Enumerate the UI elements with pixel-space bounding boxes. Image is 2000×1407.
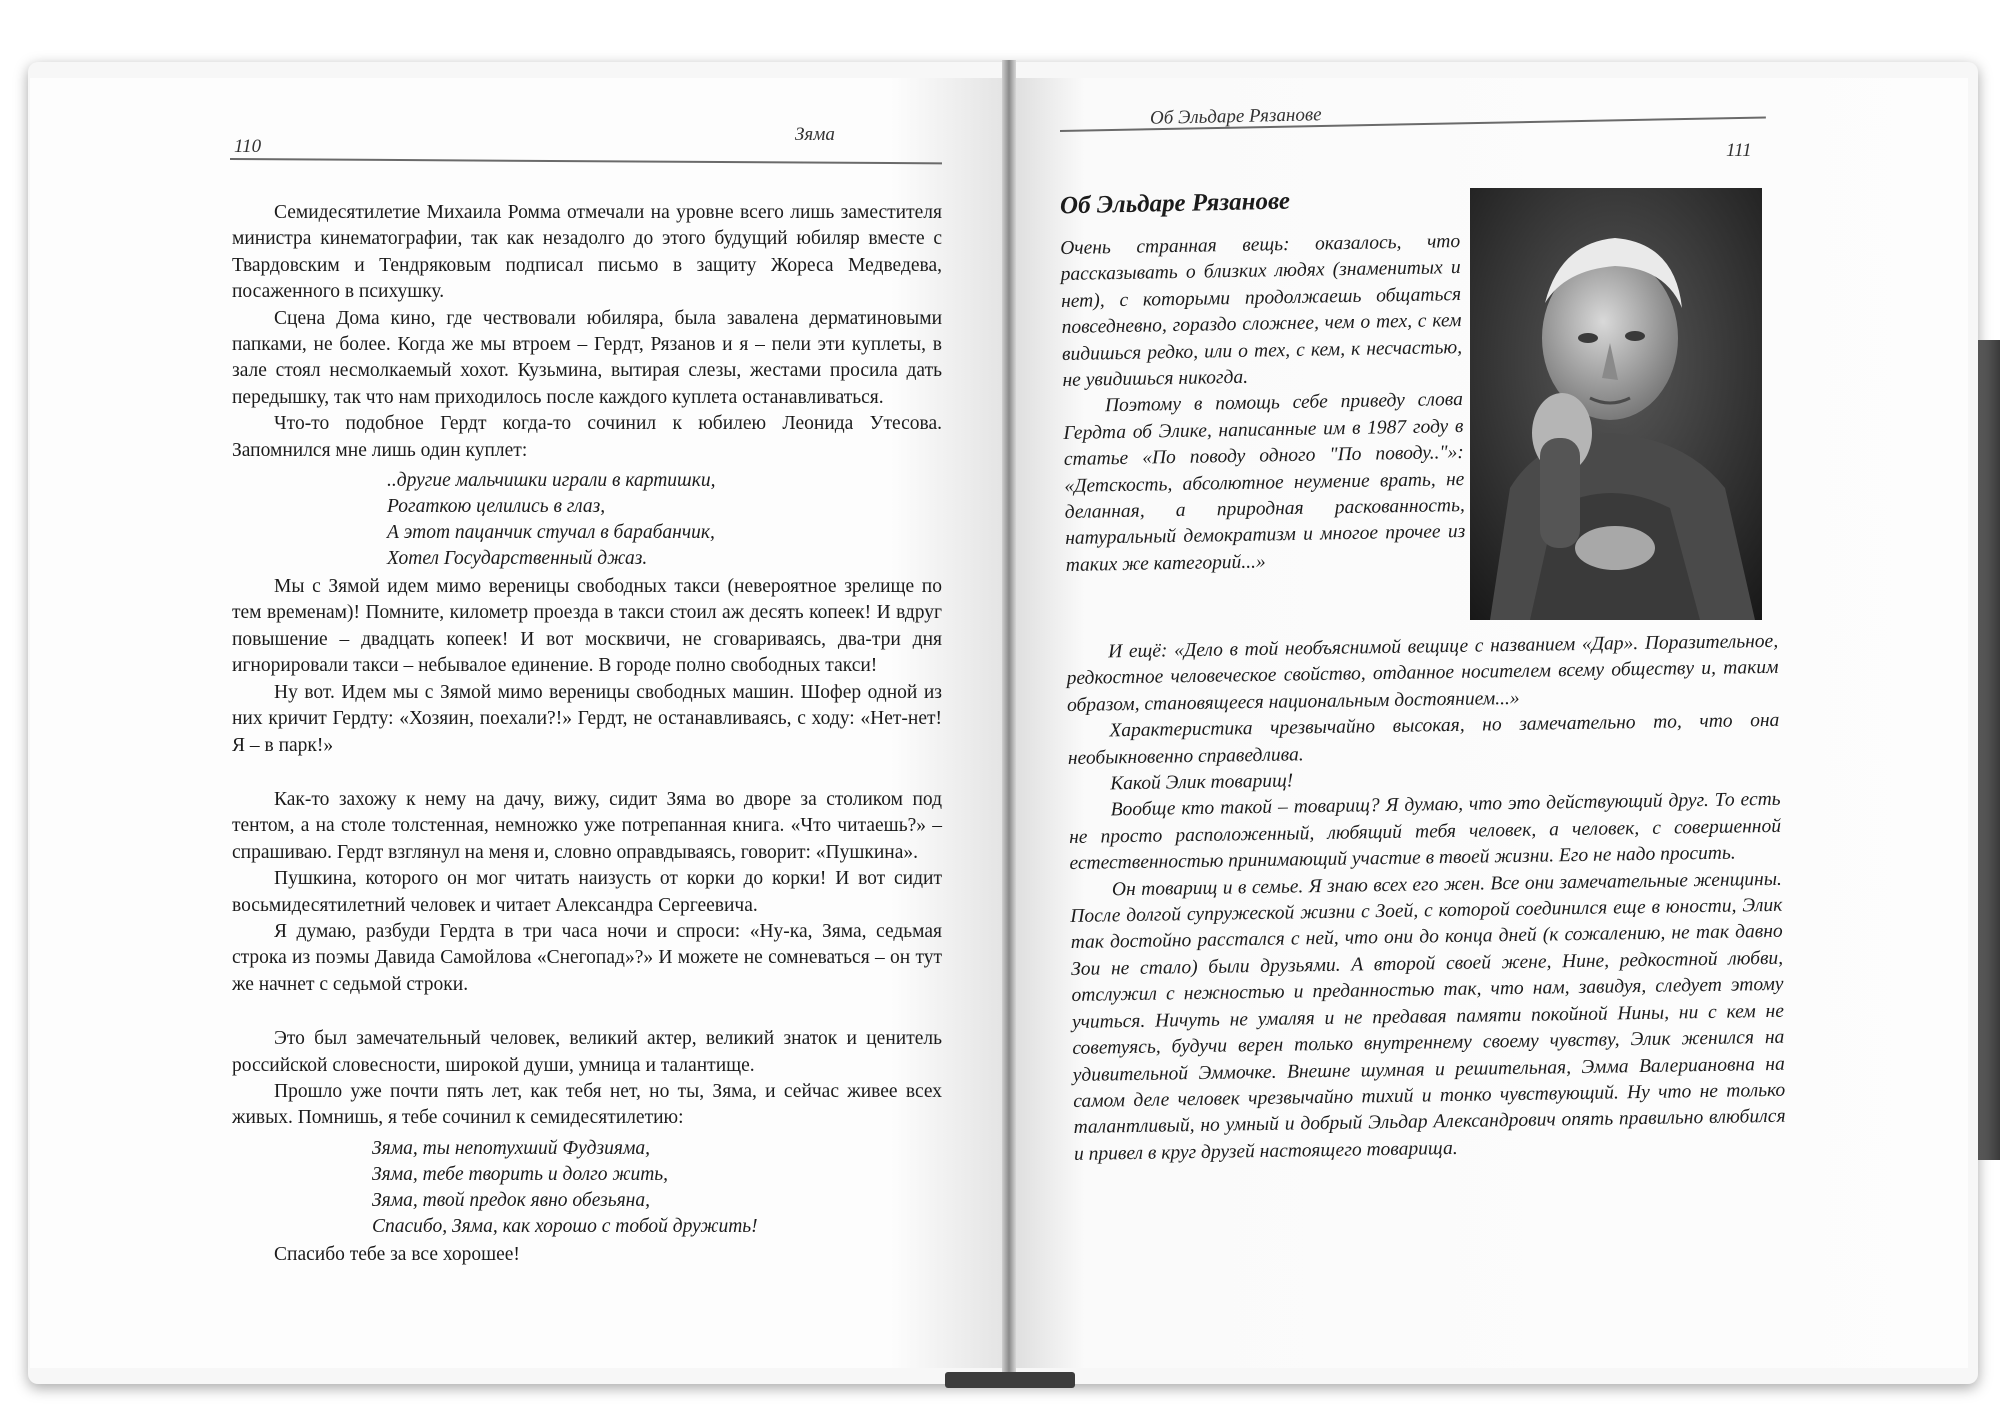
portrait-photo bbox=[1470, 188, 1762, 620]
paragraph: Семидесятилетие Михаила Ромма отмечали на уровне всего лишь заместителя министра кинематографии, так как незадолго до этого будущий юбиляр вместе с Твардовским и Тендряковым подписал письмо в защиту Жореса Медведева, посаженного в психушку. bbox=[232, 202, 942, 303]
poem-line: ..другие мальчишки играли в картишки, bbox=[387, 470, 716, 492]
right-page-body-top bbox=[1060, 229, 1466, 579]
left-page-body bbox=[232, 200, 942, 1268]
paragraph: Ну вот. Идем мы с Зямой мимо вереницы свободных машин. Шофер одной из них кричит Гердту: «Хозяин, поехали?!» Гердт, не останавливаясь, с ходу: «Нет-нет! Я – в парк!» bbox=[232, 681, 942, 756]
chapter-title: Об Эльдаре Рязанове bbox=[1059, 187, 1291, 220]
paragraph: Я думаю, разбуди Гердта в три часа ночи и спроси: «Ну-ка, Зяма, седьмая строка из поэмы Давида Самойлова «Снегопад»?» И можете не сомневаться – он тут же начнет с седьмой строки. bbox=[232, 920, 942, 995]
poem-line: Хотел Государственный джаз. bbox=[387, 548, 648, 570]
poem-line: Зяма, ты непотухший Фудзияма, bbox=[372, 1137, 651, 1159]
paragraph: Прошло уже почти пять лет, как тебя нет, но ты, Зяма, и сейчас живее всех живых. Помнишь, я тебе сочинил к семидесятилетию: bbox=[232, 1080, 942, 1129]
paragraph: Поэтому в помощь себе приведу слова Гердта об Элике, написанные им в 1987 году в статье «По поводу одного "По поводу.."»: «Детскость, абсолютное неумение врать, не деланная, а природная раскованность, натуральный демократизм и многое прочее из таких же категорий...» bbox=[1063, 389, 1466, 576]
paragraph: И ещё: «Дело в той необъяснимой вещице с названием «Дар». Поразительное, редкостное человеческое свойство, отданное носителем всему обществу и, таким образом, становящееся национальным достоянием...» bbox=[1066, 630, 1779, 716]
paragraph: Характеристика чрезвычайно высокая, но замечательно то, что она необыкновенно справедлива. bbox=[1067, 710, 1780, 769]
poem-line: Спасибо, Зяма, как хорошо с тобой дружить! bbox=[372, 1215, 758, 1237]
paragraph: Он товарищ и в семье. Я знаю всех его жен. Все они замечательные женщины. После долгой супружеской жизни с Зоей, с которой соединился еще в юности, Элик так достойно расстался с ней, что они до конца дней (к сожалению, не так давно Зои не стало) были друзьями. А второй своей жене, Нине, редкостной любви, отслужил с нежностью и преданностью так, что нам, завидуя, следует этому учиться. Ничуть не умаляя и не предавая памяти покойной Нины, ни с кем не советуясь, будучи верен только внутреннему своему чувству, Элик женился на удивительной Эммочке. Внешне шумная и решительная, Эмма Валериановна на самом деле человек чрезвычайно тихий и тонко чувствующий. Ну что не только талантливый, но умный и добрый Эльдар Александрович опять правильно влюбился и привел в круг друзей настоящего товарища. bbox=[1070, 868, 1786, 1165]
poem-utesov bbox=[387, 468, 942, 572]
paragraph: Сцена Дома кино, где чествовали юбиляра, была завалена дерматиновыми папками, не более. Когда же мы втроем – Гердт, Рязанов и я – пели эти куплеты, в зале стоял несмолкаемый хохот. Кузьмина, вытирая слезы, жестами просила дать передышку, так что нам приходилось после каждого куплета останавливаться. bbox=[232, 307, 942, 408]
paragraph: Мы с Зямой идем мимо вереницы свободных такси (невероятное зрелище по тем временам)! Помните, километр проезда в такси стоил аж десять копеек! И вдруг повышение – двадцать копеек! И вот москвичи, не сговариваясь, два-три дня игнорировали такси – небывалое единение. В городе полно свободных такси! bbox=[232, 576, 942, 677]
book-spine bbox=[945, 1372, 1075, 1388]
paragraph: Какой Элик товарищ! bbox=[1110, 770, 1294, 795]
left-page-number: 110 bbox=[234, 136, 262, 157]
portrait-photo-icon bbox=[1470, 188, 1762, 620]
closing-line: Спасибо тебе за все хорошее! bbox=[274, 1243, 520, 1265]
paragraph: Очень странная вещь: оказалось, что рассказывать о близких людях (знаменитых и нет), с которыми продолжаешь общаться повседневно, гораздо сложнее, чем о тех, с кем видишься редко, или о тех, с кем, к несчастью, не увидишься никогда. bbox=[1060, 231, 1463, 392]
paragraph: Как-то захожу к нему на дачу, вижу, сидит Зяма во дворе за столиком под тентом, а на столе толстенная, немножко уже потрепанная книга. «Что читаешь?» – спрашиваю. Гердт взглянул на меня и, словно оправдываясь, говорит: «Пушкина». bbox=[232, 788, 942, 863]
paragraph: Что-то подобное Гердт когда-то сочинил к юбилею Леонида Утесова. Запомнился мне лишь один куплет: bbox=[232, 413, 942, 461]
poem-line: Зяма, тебе творить и долго жить, bbox=[372, 1163, 669, 1185]
poem-fujiyama bbox=[372, 1136, 942, 1240]
paragraph: Вообще кто такой – товарищ? Я думаю, что это действующий друг. То есть не просто расположенный, любящий тебя человек, а человек, с совершенной естественностью принимающий участие в твоей жизни. Его не надо просить. bbox=[1068, 789, 1782, 875]
poem-line: Рогаткою целились в глаз, bbox=[387, 496, 606, 518]
paragraph: Пушкина, которого он мог читать наизусть от корки до корки! И вот сидит восьмидесятилетний человек и читает Александра Сергеевича. bbox=[232, 868, 942, 916]
paragraph: Это был замечательный человек, великий актер, великий знаток и ценитель российской словесности, широкой души, умница и талантище. bbox=[232, 1028, 942, 1076]
left-running-head: Зяма bbox=[795, 124, 835, 145]
right-page-body bbox=[1066, 629, 1786, 1168]
poem-line: А этот пацанчик стучал в барабанчик, bbox=[387, 522, 715, 544]
right-running-head: Об Эльдаре Рязанове bbox=[1149, 104, 1322, 129]
poem-line: Зяма, твой предок явно обезьяна, bbox=[372, 1189, 650, 1211]
right-page-number: 111 bbox=[1726, 140, 1752, 161]
book-gutter bbox=[1002, 60, 1016, 1380]
